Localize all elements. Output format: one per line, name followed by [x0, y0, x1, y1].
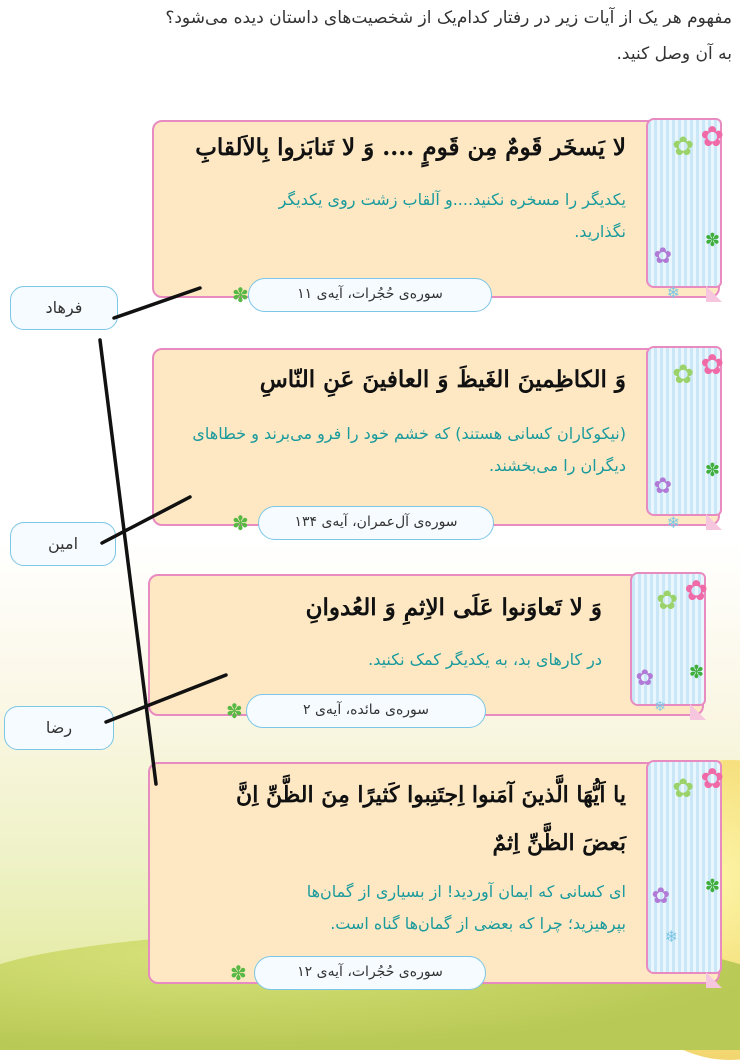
- snowflake-icon: ❄: [666, 283, 680, 302]
- verse-arabic: وَ الکاظِمینَ الغَیظَ وَ العافینَ عَنِ النّاسِ: [259, 366, 626, 393]
- green-flower-icon: ✿: [672, 360, 694, 390]
- green-star-icon: ✽: [230, 961, 247, 985]
- verse-arabic-line-2: بَعضَ الظَّنِّ اِثمٌ: [492, 830, 626, 856]
- reference-text: سوره‌ی حُجُرات، آیه‌ی ۱۱: [297, 286, 443, 302]
- purple-flower-icon: ✿: [653, 244, 672, 269]
- name-box-farhad[interactable]: فرهاد: [10, 286, 118, 330]
- name-box-reza[interactable]: رضا: [4, 706, 114, 750]
- line-amin-to-verse-2: [102, 497, 190, 543]
- verse-translation: در کارهای بد، به یکدیگر کمک نکنید.: [368, 650, 602, 669]
- pink-flower-icon: ✿: [700, 762, 724, 795]
- verse-arabic: لا یَسخَر قَومٌ مِن قَومٍ .... وَ لا تَنابَزوا بِالاَلقابِ: [195, 134, 626, 161]
- snowflake-icon: ❄: [664, 927, 678, 946]
- verse-translation: ای کسانی که ایمان آوردید! از بسیاری از گمان‌ها بپرهیزید؛ چرا که بعضی از گمان‌ها گناه است.: [306, 882, 626, 933]
- green-flower-icon: ✽: [688, 662, 704, 683]
- pink-flower-icon: ✿: [700, 120, 724, 153]
- line-reza-to-verse-3: [106, 675, 226, 722]
- instruction-line-2: به آن وصل کنید.: [616, 44, 732, 64]
- purple-flower-icon: ✿: [651, 884, 670, 909]
- line-long-vertical: [100, 340, 156, 784]
- pink-flower-icon: ✿: [684, 574, 708, 607]
- green-flower-icon: ✽: [704, 460, 720, 481]
- name-box-amin[interactable]: امین: [10, 522, 116, 566]
- green-flower-icon: ✽: [704, 876, 720, 897]
- pink-flower-icon: ✿: [700, 348, 724, 381]
- verse-translation: (نیکوکاران کسانی هستند) که خشم خود را فرو می‌برند و خطاهای دیگران را می‌بخشند.: [192, 424, 626, 475]
- green-star-icon: ✽: [232, 283, 249, 307]
- verse-translation: یکدیگر را مسخره نکنید....و آلقاب زشت روی یکدیگر نگذارید.: [278, 190, 626, 241]
- verse-arabic: وَ لا تَعاوَنوا عَلَی الاِثمِ وَ العُدوانِ: [305, 594, 602, 621]
- verse-arabic-line-1: یا اَیُّهَا الَّذینَ آمَنوا اِجتَنِبوا کَثیرًا مِنَ الظَّنِّ اِنَّ: [236, 782, 626, 808]
- instruction-line-1: مفهوم هر یک از آیات زیر در رفتار کدام‌یک از شخصیت‌های داستان دیده می‌شود؟: [165, 8, 732, 28]
- purple-flower-icon: ✿: [635, 666, 654, 691]
- purple-flower-icon: ✿: [653, 474, 672, 499]
- green-flower-icon: ✿: [656, 586, 678, 616]
- green-flower-icon: ✿: [672, 132, 694, 162]
- reference-text: سوره‌ی حُجُرات، آیه‌ی ۱۲: [297, 964, 443, 980]
- green-star-icon: ✽: [232, 511, 249, 535]
- green-star-icon: ✽: [226, 699, 243, 723]
- snowflake-icon: ❄: [666, 513, 680, 532]
- reference-text: سوره‌ی آل‌عمران، آیه‌ی ۱۳۴: [294, 514, 458, 530]
- green-flower-icon: ✽: [704, 230, 720, 251]
- reference-text: سوره‌ی مائده، آیه‌ی ۲: [302, 702, 429, 718]
- snowflake-icon: ❄: [654, 699, 666, 715]
- green-flower-icon: ✿: [672, 774, 694, 804]
- line-farhad-to-verse-1: [114, 288, 200, 318]
